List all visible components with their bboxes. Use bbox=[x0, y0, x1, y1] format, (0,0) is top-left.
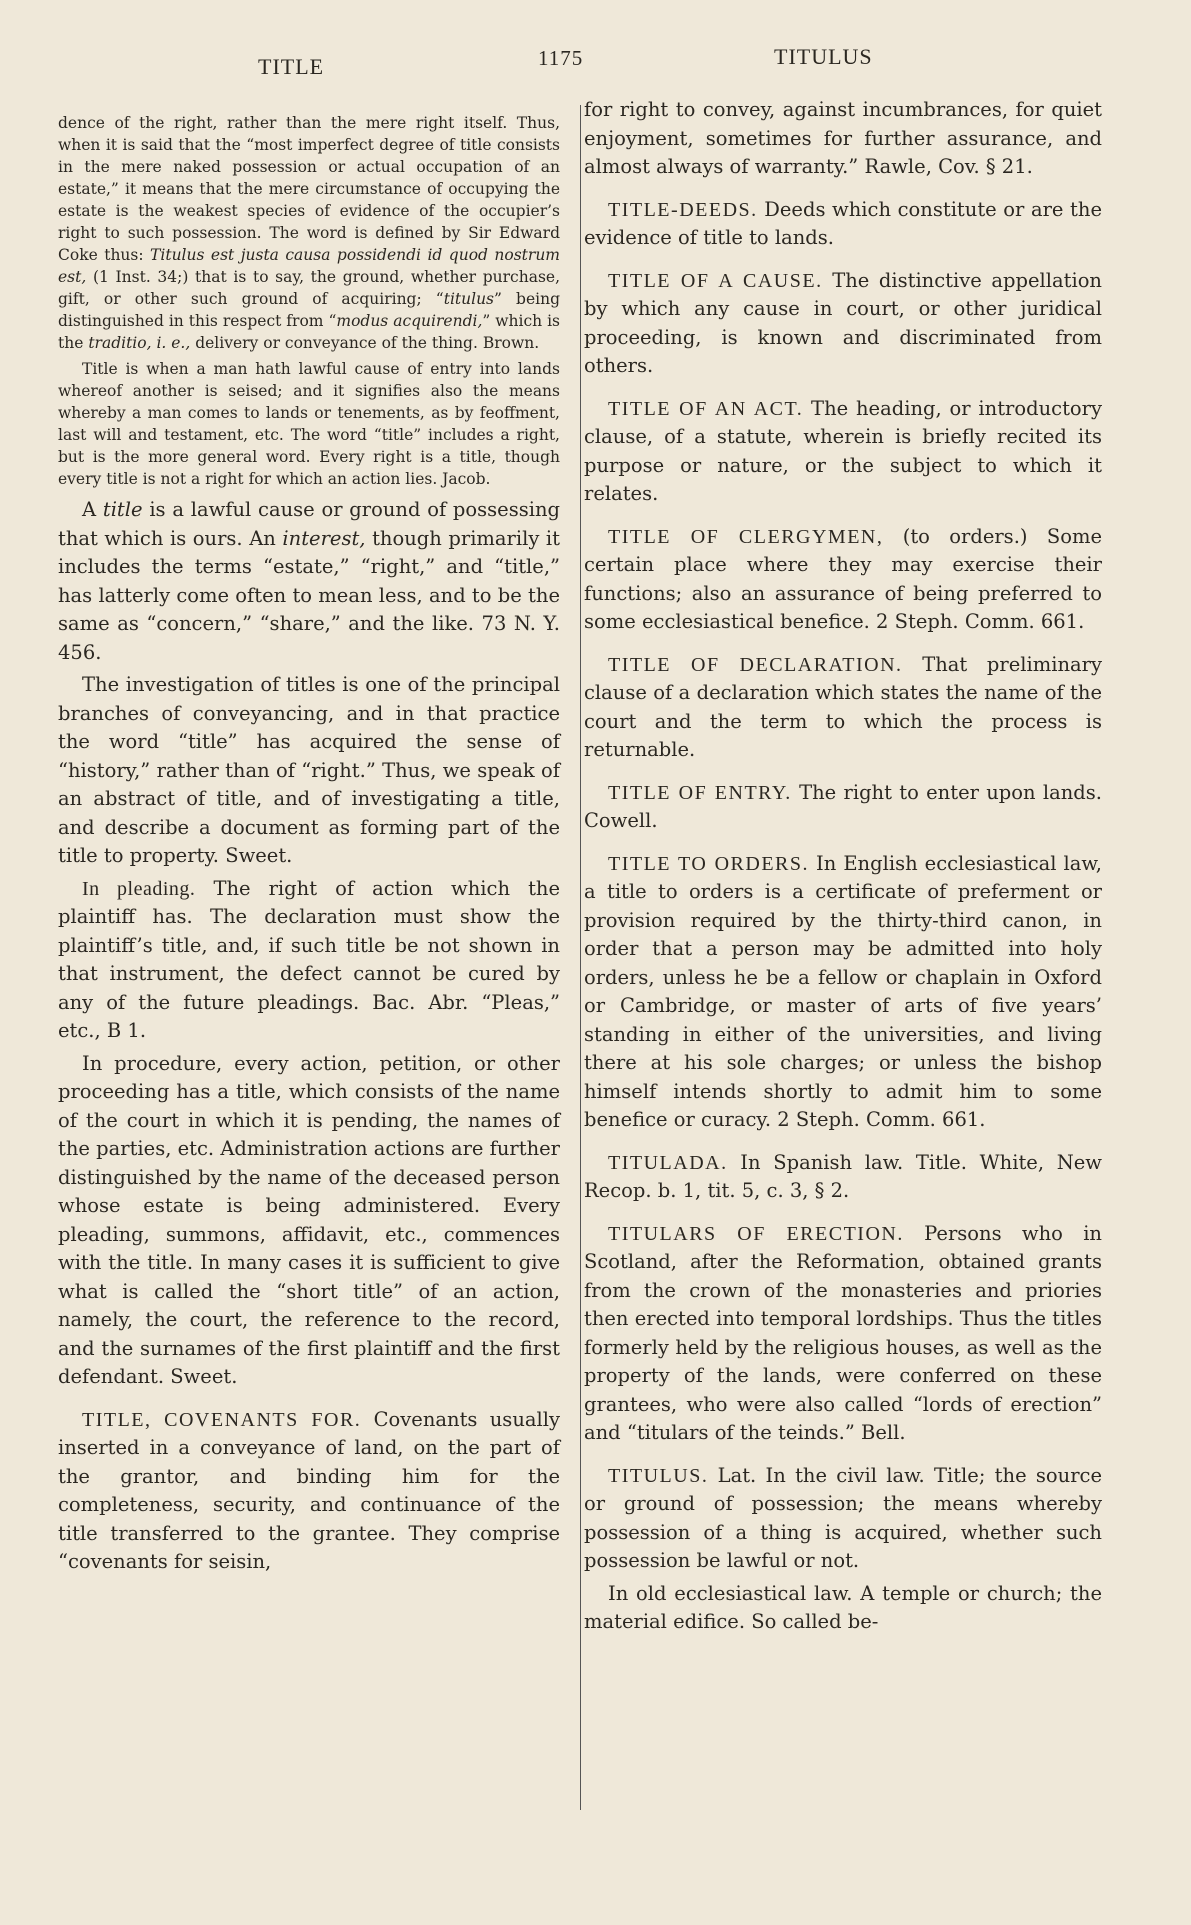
headword: TITLE-DEEDS. bbox=[608, 198, 758, 221]
headword: TITULADA. bbox=[608, 1151, 728, 1174]
entry-title-of-an-act: TITLE OF AN ACT. The heading, or introductory clause, of a statute, wherein is briefly recited its purpose or nature, or the subject to which it relates. bbox=[584, 396, 1102, 505]
old-ecclesiastical-law-paragraph: In old ecclesiastical law. A temple or church; the material edifice. So called be- bbox=[584, 1581, 1102, 1633]
entry-title-covenants-for: TITLE, COVENANTS FOR. Covenants usually inserted in a conveyance of land, on the part of the grantor, and binding him for the completeness, security, and continuance of the title transferred to the grantee. They comprise “covenants for seisin, bbox=[58, 1407, 560, 1573]
conveyancing-paragraph: The investigation of titles is one of the principal branches of conveyancing, and in that practice the word “title” has acquired the sense of “history,” rather than of “right.” Thus, we speak of an abstract of title, and of investigating a title, and describe a document as forming part of the title to property. Sweet. bbox=[58, 673, 560, 867]
header-right-guide-word: TITULUS bbox=[774, 44, 873, 69]
entry-titulus: TITULUS. Lat. In the civil law. Title; the source or ground of possession; the means whereby possession of a thing is acquired, whether such possession be lawful or not. bbox=[584, 1463, 1102, 1572]
headword: TITLE TO ORDERS. bbox=[608, 852, 810, 875]
covenants-continuation-paragraph: for right to convey, against incumbrances, for quiet enjoyment, sometimes for further assurance, and almost always of warranty.” Rawle, Cov. § 21. bbox=[584, 98, 1102, 178]
headword: TITLE, COVENANTS FOR. bbox=[82, 1408, 362, 1431]
headword: TITLE OF AN ACT. bbox=[608, 397, 804, 420]
entry-title-of-entry: TITLE OF ENTRY. The right to enter upon lands. Cowell. bbox=[584, 780, 1102, 832]
running-header bbox=[0, 44, 1191, 84]
entry-title-of-clergymen: TITLE OF CLERGYMEN, (to orders.) Some certain place where they may exercise their functions; also an assurance of being preferred to some ecclesiastical benefice. 2 Steph. Comm. 661. bbox=[584, 524, 1102, 633]
headword: TITLE OF DECLARATION. bbox=[608, 653, 903, 676]
column-divider bbox=[580, 105, 581, 1810]
headword: TITLE OF CLERGYMEN, bbox=[608, 525, 884, 548]
entry-titulars-of-erection: TITULARS OF ERECTION. Persons who in Scotland, after the Reformation, obtained grants from the crown of the monasteries and priories then erected into temporal lordships. Thus the titles formerly held by the religious houses, as well as the property of the lands, were conferred on these grantees, who were also called “lords of erection” and “titulars of the teinds.” Bell. bbox=[584, 1221, 1102, 1444]
entry-title-of-declaration: TITLE OF DECLARATION. That preliminary clause of a declaration which states the name of the court and the term to which the process is returnable. bbox=[584, 652, 1102, 761]
pleading-paragraph: In pleading. The right of action which the plaintiff has. The declaration must show the plaintiff’s title, and, if such title be not shown in that instrument, the defect cannot be cured by any of the future pleadings. Bac. Abr. “Pleas,” etc., B 1. bbox=[58, 876, 561, 1042]
procedure-paragraph: In procedure, every action, petition, or other proceeding has a title, which consists of the name of the court in which it is pending, the names of the parties, etc. Administration actions are further distinguished by the name of the deceased person whose estate is being administered. Every pleading, summons, affidavit, etc., commences with the title. In many cases it is sufficient to give what is called the “short title” of an action, namely, the court, the reference to the record, and the surnames of the first plaintiff and the first defendant. Sweet. bbox=[58, 1051, 560, 1388]
left-column bbox=[58, 112, 560, 1581]
page-number: 1175 bbox=[538, 46, 584, 70]
headword: TITULUS. bbox=[608, 1464, 709, 1487]
entry-continuation-paragraph: dence of the right, rather than the mere right itself. Thus, when it is said that the “most imperfect degree of title consists in the mere naked possession or actual occupation of an estate,” it means that the mere circumstance of occupying the estate is the weakest species of evidence of the occupier’s right to such possession. The word is defined by Sir Edward Coke thus: Titulus est justa causa possidendi id quod nostrum est, (1 Inst. 34;) that is to say, the ground, whether purchase, gift, or other such ground of acquiring; “titulus” being distinguished in this respect from “modus acquirendi,” which is the traditio, i. e., delivery or conveyance of the thing. Brown. bbox=[58, 114, 561, 352]
entry-titulada: TITULADA. In Spanish law. Title. White, New Recop. b. 1, tit. 5, c. 3, § 2. bbox=[584, 1150, 1102, 1202]
headword: TITLE OF ENTRY. bbox=[608, 781, 792, 804]
header-left-guide-word: TITLE bbox=[258, 54, 325, 79]
headword: TITLE OF A CAUSE. bbox=[608, 269, 823, 292]
entry-title-to-orders: TITLE TO ORDERS. In English ecclesiastical law, a title to orders is a certificate of preferment or provision required by the thirty-third canon, in order that a person may be admitted into holy orders, unless he be a fellow or chaplain in Oxford or Cambridge, or master of arts of five years’ standing in either of the universities, and living there at his sole charges; or unless the bishop himself intends shortly to admit him to some benefice or curacy. 2 Steph. Comm. 661. bbox=[584, 851, 1102, 1131]
entry-title-deeds: TITLE-DEEDS. Deeds which constitute or are the evidence of title to lands. bbox=[584, 197, 1102, 249]
jacob-paragraph: Title is when a man hath lawful cause of entry into lands whereof another is seised; and it signifies also the means whereby a man comes to lands or tenements, as by feoffment, last will and testament, etc. The word “title” includes a right, but is the more general word. Every right is a title, though every title is not a right for which an action lies. Jacob. bbox=[58, 360, 560, 488]
headword: TITULARS OF ERECTION. bbox=[608, 1222, 904, 1245]
right-column bbox=[584, 96, 1102, 1641]
title-definition-paragraph: A title is a lawful cause or ground of possessing that which is ours. An interest, though primarily it includes the terms “estate,” “right,” and “title,” has latterly come often to mean less, and to be the same as “concern,” “share,” and the like. 73 N. Y. 456. bbox=[58, 498, 561, 664]
entry-title-of-a-cause: TITLE OF A CAUSE. The distinctive appellation by which any cause in court, or other juridical proceeding, is known and discriminated from others. bbox=[584, 268, 1102, 377]
